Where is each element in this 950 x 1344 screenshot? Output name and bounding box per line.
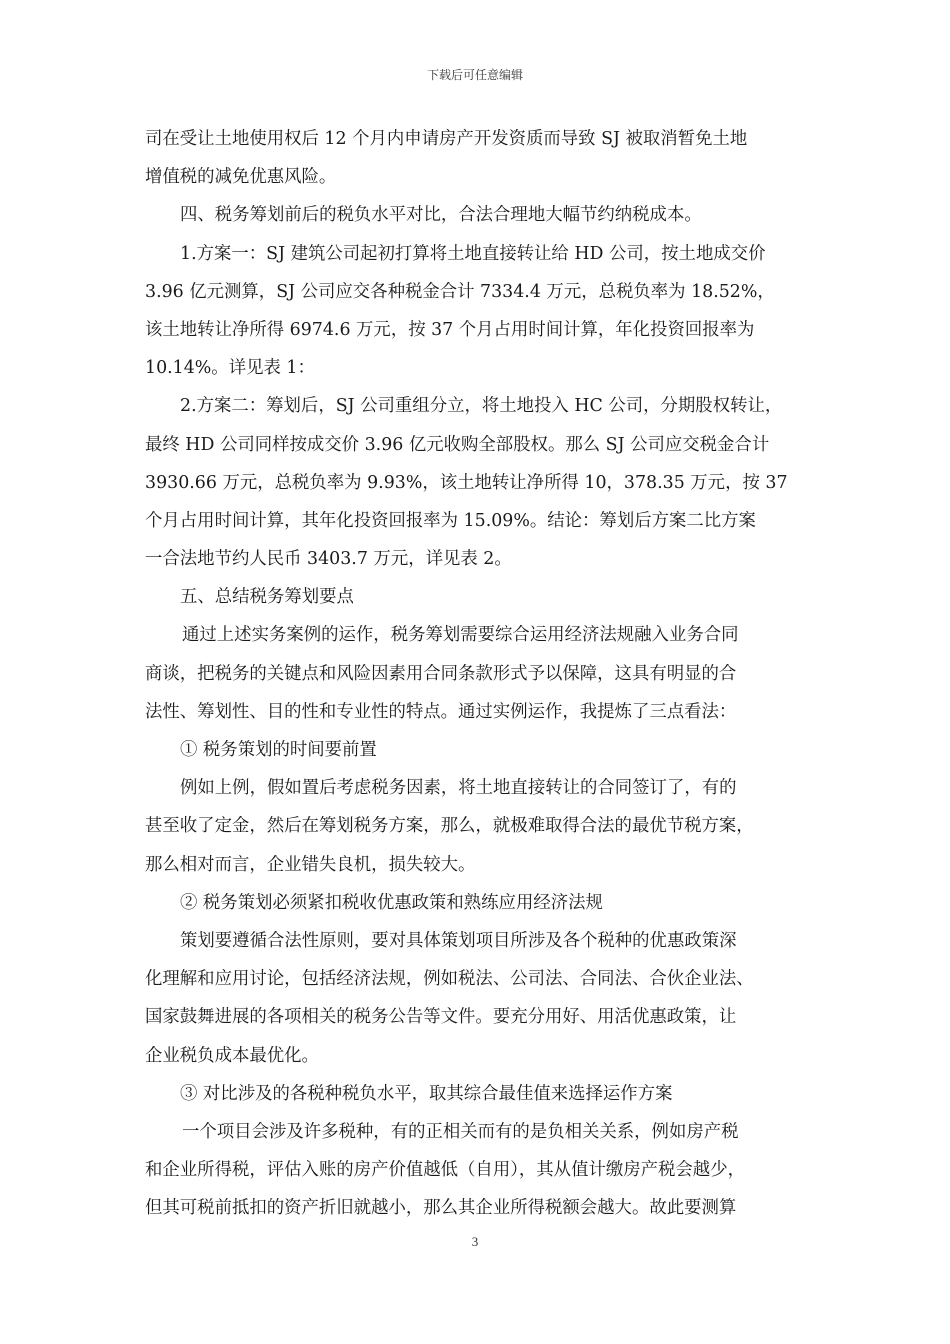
text-line: 国家鼓舞进展的各项相关的税务公告等文件。要充分用好、用活优惠政策，让 <box>145 1007 737 1028</box>
text-line: 1.方案一：SJ 建筑公司起初打算将土地直接转让给 HD 公司，按土地成交价 <box>180 243 766 264</box>
text-line: 增值税的减免优惠风险。 <box>145 167 337 188</box>
text-line: ① 税务策划的时间要前置 <box>180 740 377 760</box>
text-line: 通过上述实务案例的运作，税务筹划需要综合运用经济法规融入业务合同 <box>182 625 739 646</box>
text-line: 那么相对而言，企业错失良机，损失较大。 <box>145 854 476 875</box>
text-line: 甚至收了定金，然后在筹划税务方案，那么，就极难取得合法的最优节税方案， <box>145 816 754 837</box>
text-line: ③ 对比涉及的各税种税负水平，取其综合最佳值来选择运作方案 <box>180 1083 673 1104</box>
text-line: 商谈，把税务的关键点和风险因素用合同条款形式予以保障，这具有明显的合 <box>145 663 737 684</box>
text-line: ② 税务策划必须紧扣税收优惠政策和熟练应用经济法规 <box>180 892 603 913</box>
text-line: 但其可税前抵扣的资产折旧就越小，那么其企业所得税额会越大。故此要测算 <box>145 1198 737 1219</box>
text-line: 和企业所得税，评估入账的房产价值越低（自用），其从值计缴房产税会越少， <box>145 1160 745 1181</box>
text-line: 五、总结税务筹划要点 <box>180 587 354 608</box>
text-line: 一合法地节约人民币 3403.7 万元，详见表 2。 <box>145 549 512 570</box>
text-line: 法性、筹划性、目的性和专业性的特点。通过实例运作，我提炼了三点看法： <box>145 701 737 722</box>
text-line: 2.方案二：筹划后，SJ 公司重组分立，将土地投入 HC 公司，分期股权转让， <box>180 396 783 417</box>
text-line: 最终 HD 公司同样按成交价 3.96 亿元收购全部股权。那么 SJ 公司应交税金合计 <box>145 434 770 455</box>
text-line: 3.96 亿元测算，SJ 公司应交各种税金合计 7334.4 万元，总税负率为 18.52%， <box>145 281 775 302</box>
page-number: 3 <box>471 1234 479 1249</box>
text-line: 10.14%。详见表 1： <box>145 358 315 379</box>
text-line: 3930.66 万元，总税负率为 9.93%，该土地转让净所得 10，378.35 万元，按 37 <box>145 472 788 493</box>
text-line: 该土地转让净所得 6974.6 万元，按 37 个月占用时间计算，年化投资回报率为 <box>145 319 755 340</box>
text-line: 一个项目会涉及许多税种，有的正相关而有的是负相关关系，例如房产税 <box>182 1121 739 1142</box>
text-line: 例如上例，假如置后考虑税务因素，将土地直接转让的合同签订了，有的 <box>180 778 737 799</box>
document-body <box>145 120 810 1227</box>
text-line: 企业税负成本最优化。 <box>145 1045 319 1066</box>
text-line: 化理解和应用讨论，包括经济法规，例如税法、公司法、合同法、合伙企业法、 <box>145 969 754 990</box>
text-line: 策划要遵循合法性原则，要对具体策划项目所涉及各个税种的优惠政策深 <box>180 930 737 951</box>
page-header: 下载后可任意编辑 <box>426 68 523 82</box>
text-line: 四、税务筹划前后的税负水平对比，合法合理地大幅节约纳税成本。 <box>180 205 702 226</box>
text-line: 个月占用时间计算，其年化投资回报率为 15.09%。结论：筹划后方案二比方案 <box>145 510 756 531</box>
text-line: 司在受让土地使用权后 12 个月内申请房产开发资质而导致 SJ 被取消暂免土地 <box>145 129 748 149</box>
